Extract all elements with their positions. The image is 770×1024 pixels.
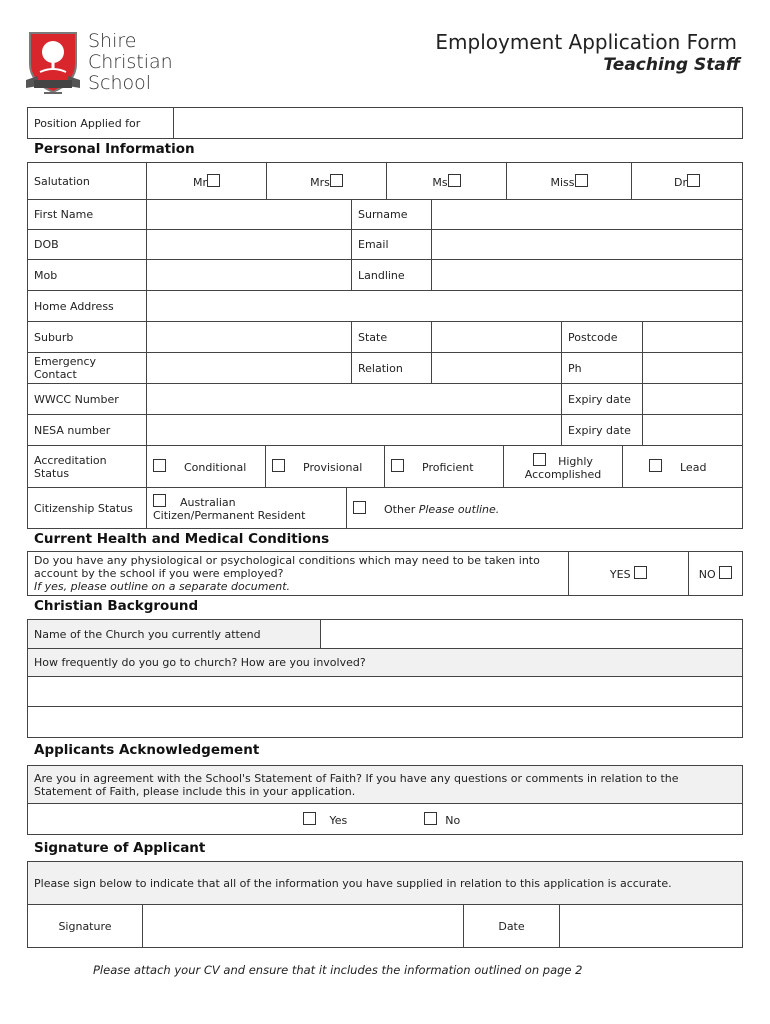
conditional-label: Conditional [184,461,247,474]
christian-heading: Christian Background [34,598,199,614]
date-label: Date [464,905,560,948]
state-input[interactable] [432,322,562,353]
position-input[interactable] [174,108,743,139]
form-subtitle: Teaching Staff [603,55,740,75]
dob-label: DOB [28,230,147,260]
mob-label: Mob [28,260,147,291]
signature-instruction: Please sign below to indicate that all of the information you have supplied in relation to this application is accurate. [28,862,743,905]
ph-label: Ph [562,353,643,384]
signature-table [27,861,743,948]
nesa-expiry-input[interactable] [643,415,743,446]
surname-input[interactable] [432,200,743,230]
citizenship-table [27,487,743,529]
emergency-contact-input[interactable] [147,353,352,384]
checkbox-australian[interactable] [153,494,166,507]
school-name-line2: Christian [88,51,173,73]
signature-heading: Signature of Applicant [34,840,206,856]
state-label: State [352,322,432,353]
checkbox-highly-accomplished[interactable] [533,453,546,466]
dob-input[interactable] [147,230,352,260]
health-table [27,551,743,596]
home-address-input[interactable] [147,291,743,322]
lead-label: Lead [680,461,707,474]
school-crest-logo [24,30,82,96]
accreditation-label: Accreditation Status [28,446,147,488]
health-yes-label: YES [609,568,631,581]
checkbox-other[interactable] [353,501,366,514]
nesa-label: NESA number [28,415,147,446]
accreditation-provisional[interactable] [266,446,385,488]
checkbox-mrs[interactable] [330,174,343,187]
accreditation-conditional[interactable] [147,446,266,488]
signature-input[interactable] [143,905,464,948]
salutation-dr[interactable] [632,163,743,200]
frequency-label: How frequently do you go to church? How are you involved? [28,649,743,677]
checkbox-ms[interactable] [448,174,461,187]
salutation-miss-label: Miss [550,175,575,189]
email-input[interactable] [432,230,743,260]
form-title: Employment Application Form [435,30,737,54]
wwcc-expiry-input[interactable] [643,384,743,415]
church-input[interactable] [321,620,743,649]
landline-input[interactable] [432,260,743,291]
suburb-label: Suburb [28,322,147,353]
surname-label: Surname [352,200,432,230]
health-no-label: NO [698,568,716,581]
footer-note: Please attach your CV and ensure that it includes the information outlined on page 2 [93,963,583,977]
church-label: Name of the Church you currently attend [28,620,321,649]
form-header [0,0,770,100]
health-question-cell [28,552,569,596]
nesa-expiry-label: Expiry date [562,415,643,446]
date-input[interactable] [560,905,743,948]
emergency-contact-label: Emergency Contact [28,353,147,384]
nesa-input[interactable] [147,415,562,446]
provisional-label: Provisional [303,461,363,474]
accreditation-lead[interactable] [623,446,743,488]
landline-label: Landline [352,260,432,291]
checkbox-health-yes[interactable] [634,566,647,579]
citizenship-label: Citizenship Status [28,488,147,529]
accreditation-table [27,445,743,488]
salutation-ms[interactable] [387,163,507,200]
wwcc-input[interactable] [147,384,562,415]
school-name-line1: Shire [88,30,137,52]
australian-label: Australian Citizen/Permanent Resident [153,496,306,522]
postcode-label: Postcode [562,322,643,353]
checkbox-mr[interactable] [207,174,220,187]
suburb-input[interactable] [147,322,352,353]
checkbox-conditional[interactable] [153,459,166,472]
relation-label: Relation [352,353,432,384]
position-label: Position Applied for [28,108,174,139]
salutation-mrs[interactable] [267,163,387,200]
christian-table [27,619,743,738]
school-name-line3: School [88,72,152,94]
personal-details-table [27,199,743,446]
salutation-dr-label: Dr [674,175,687,189]
salutation-label: Salutation [28,163,147,200]
citizenship-australian[interactable] [147,488,347,529]
ack-yes-label: Yes [329,813,348,827]
frequency-input-line-2[interactable] [28,707,743,738]
school-name [88,31,173,94]
checkbox-ack-yes[interactable] [303,812,316,825]
first-name-input[interactable] [147,200,352,230]
ack-no-label: No [445,813,461,827]
relation-input[interactable] [432,353,562,384]
highly-accomplished-label: Highly Accomplished [524,454,602,481]
ack-heading: Applicants Acknowledgement [34,742,260,758]
health-question: Do you have any physiological or psychological conditions which may need to be taken into account by the school if you were employed? [34,554,540,580]
salutation-mr[interactable] [147,163,267,200]
citizenship-other[interactable] [347,488,743,529]
first-name-label: First Name [28,200,147,230]
wwcc-expiry-label: Expiry date [562,384,643,415]
mob-input[interactable] [147,260,352,291]
email-label: Email [352,230,432,260]
position-table [27,107,743,139]
checkbox-proficient[interactable] [391,459,404,472]
postcode-input[interactable] [643,322,743,353]
checkbox-health-no[interactable] [719,566,732,579]
checkbox-lead[interactable] [649,459,662,472]
salutation-miss[interactable] [507,163,632,200]
checkbox-miss[interactable] [575,174,588,187]
health-note: If yes, please outline on a separate document. [34,580,291,593]
home-address-label: Home Address [28,291,147,322]
ack-question: Are you in agreement with the School's Statement of Faith? If you have any questions or comments in relation to the Statement of Faith, please include this in your application. [28,766,743,804]
checkbox-provisional[interactable] [272,459,285,472]
health-no[interactable] [689,552,743,596]
checkbox-dr[interactable] [687,174,700,187]
accreditation-proficient[interactable] [385,446,504,488]
ack-table [27,765,743,835]
accreditation-highly-accomplished[interactable] [504,446,623,488]
salutation-ms-label: Ms [432,175,448,189]
signature-label: Signature [28,905,143,948]
proficient-label: Proficient [422,461,474,474]
salutation-table [27,162,743,200]
personal-info-heading: Personal Information [34,141,195,157]
other-label: Other [384,502,416,516]
ack-options [28,804,743,835]
wwcc-label: WWCC Number [28,384,147,415]
checkbox-ack-no[interactable] [424,812,437,825]
other-outline-note: Please outline. [418,502,500,516]
health-heading: Current Health and Medical Conditions [34,531,330,547]
frequency-input-line-1[interactable] [28,677,743,707]
salutation-mr-label: Mr [192,175,207,189]
salutation-mrs-label: Mrs [310,175,330,189]
ph-input[interactable] [643,353,743,384]
health-yes[interactable] [569,552,689,596]
